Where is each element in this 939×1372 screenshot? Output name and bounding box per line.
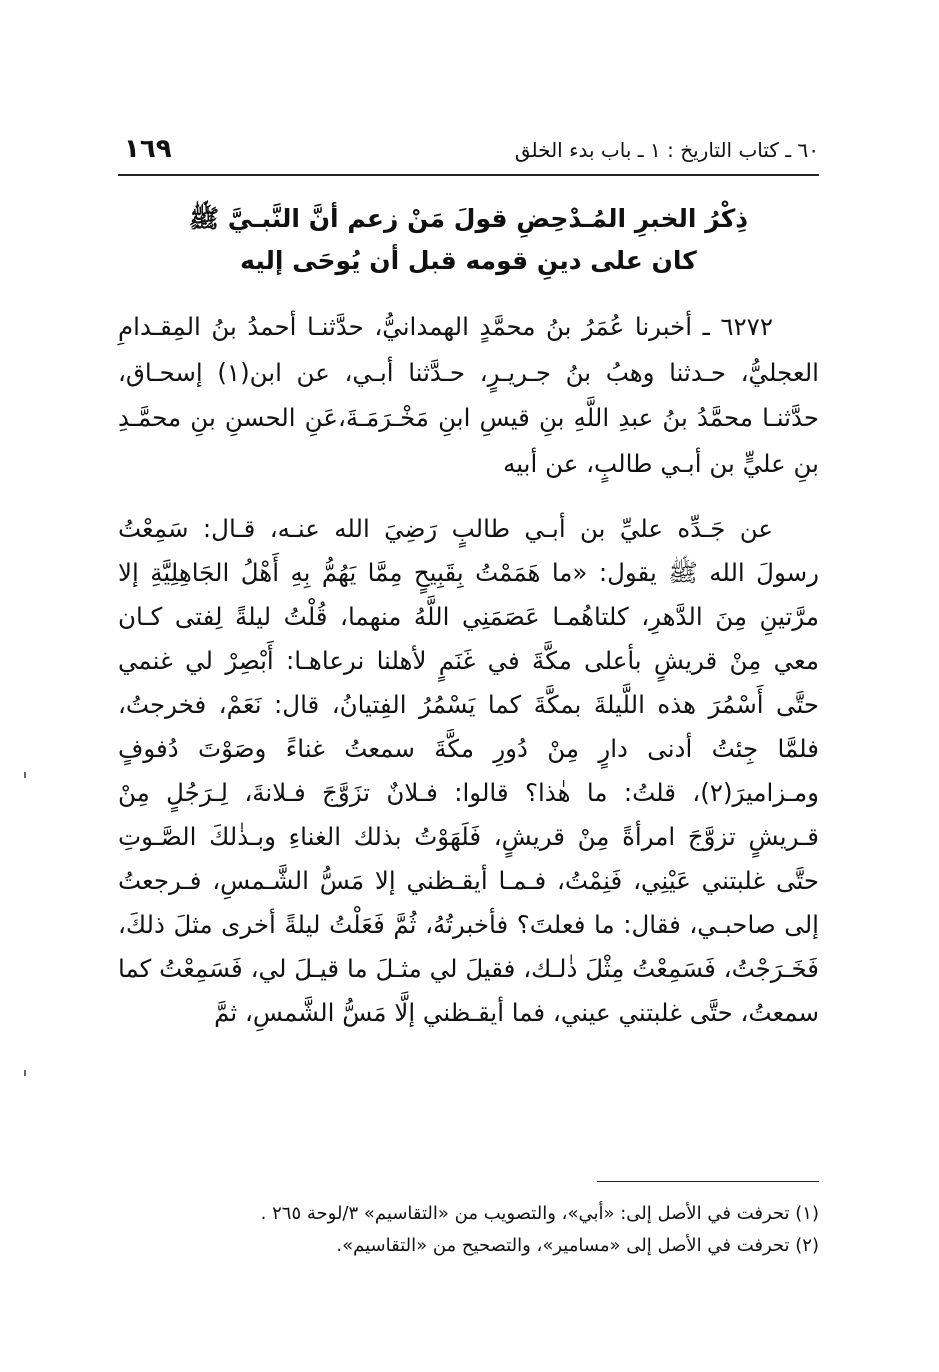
footnotes bbox=[118, 1198, 819, 1262]
footnote-divider bbox=[597, 1181, 819, 1182]
matn-paragraph: عن جَـدِّه عليِّ بن أبـي طالبٍ رَضِيَ الله عنـه، قـال: سَمِعْتُ رسولَ الله ﷺ يقول: «ما هَمَمْتُ بِقَبِيحٍ مِمَّا يَهُمُّ بِهِ أَهْلُ الجَاهِلِيَّةِ إلا مرَّتينِ مِنَ الدَّهرِ، كلتاهُمـا عَصَمَنِي اللَّهُ منهما، قُلْتُ ليلةً لِفتى كـان معي مِنْ قريشٍ بأعلى مكَّةَ في غَنَمٍ لأهلنا نرعاهـا: أَبْصِرْ لي غنمي حتَّى أَسْمُرَ هذه اللَّيلةَ بمكَّةَ كما يَسْمُرُ الفِتيانُ، قال: نَعَمْ، فخرجتُ، فلمَّا جِئتُ أدنى دارٍ مِنْ دُورِ مكَّةَ سمعتُ غناءً وصَوْتَ دُفوفٍ ومـزاميرَ(٢)، قلتُ: ما هٰذا؟ قالوا: فـلانٌ تزَوَّجَ فـلانةَ، لِـرَجُلٍ مِنْ قـريشٍ تزوَّجَ امرأةً مِنْ قريشٍ، فَلَهَوْتُ بذلك الغناءِ وبـذٰلكَ الصَّـوتِ حتَّى غلبتني عَيْنِي، فَنِمْتُ، فـمـا أيقـظني إلا مَسُّ الشَّـمسِ، فـرجعتُ إلى صاحبـي، فقال: ما فعلتَ؟ فأخبرتُهُ، ثُمَّ فَعَلْتُ ليلةً أخرى مثلَ ذلكَ، فَخَـرَجْتُ، فَسَمِعْتُ مِثْلَ ذٰلـك، فقيلَ لي مثـلَ ما قيـلَ لي، فَسَمِعْتُ كما سمعتُ، حتَّى غلبتني عيني، فما أيقـظني إلَّا مَسُّ الشَّمسِ، ثمَّ bbox=[118, 514, 819, 1027]
footnote-2: (٢) تحرفت في الأصل إلى «مسامير»، والتصحيح من «التقاسيم». bbox=[336, 1235, 819, 1256]
heading-line-1: ذِكْرُ الخبرِ المُـدْحِضِ قولَ مَنْ زعم أنَّ النَّبـيَّ ﷺ bbox=[188, 204, 749, 233]
hadith-text bbox=[118, 507, 819, 1035]
hadith-isnad bbox=[118, 304, 819, 486]
running-title: ٦٠ ـ كتاب التاريخ : ١ ـ باب بدء الخلق bbox=[514, 138, 819, 162]
chapter-heading bbox=[118, 198, 819, 282]
page-header bbox=[118, 130, 819, 176]
footnote-1: (١) تحرفت في الأصل إلى: «أبي»، والتصويب من «التقاسيم» ٣/لوحة ٢٦٥ . bbox=[260, 1203, 819, 1224]
heading-line-2: كان على دينِ قومه قبل أن يُوحَى إليه bbox=[240, 246, 697, 275]
isnad-paragraph: ٦٢٧٢ ـ أخبرنا عُمَرُ بنُ محمَّدٍ الهمدانيُّ، حدَّثنـا أحمدُ بنُ المِقـدامِ العجليُّ، حـدثنا وهبُ بنُ جـريـرٍ، حـدَّثنا أبـي، عن ابن(١) إسحـاق، حدَّثنـا محمَّدُ بنُ عبدِ اللَّهِ بنِ قيسِ ابنِ مَخْـرَمَـةَ،عَنِ الحسنِ بنِ محمَّـدِ بنِ عليٍّ بن أبـي طالبٍ، عن أبيه bbox=[118, 312, 819, 478]
scan-speck bbox=[24, 772, 26, 778]
page-number: ١٦٩ bbox=[124, 134, 172, 164]
scan-speck bbox=[24, 1070, 26, 1076]
